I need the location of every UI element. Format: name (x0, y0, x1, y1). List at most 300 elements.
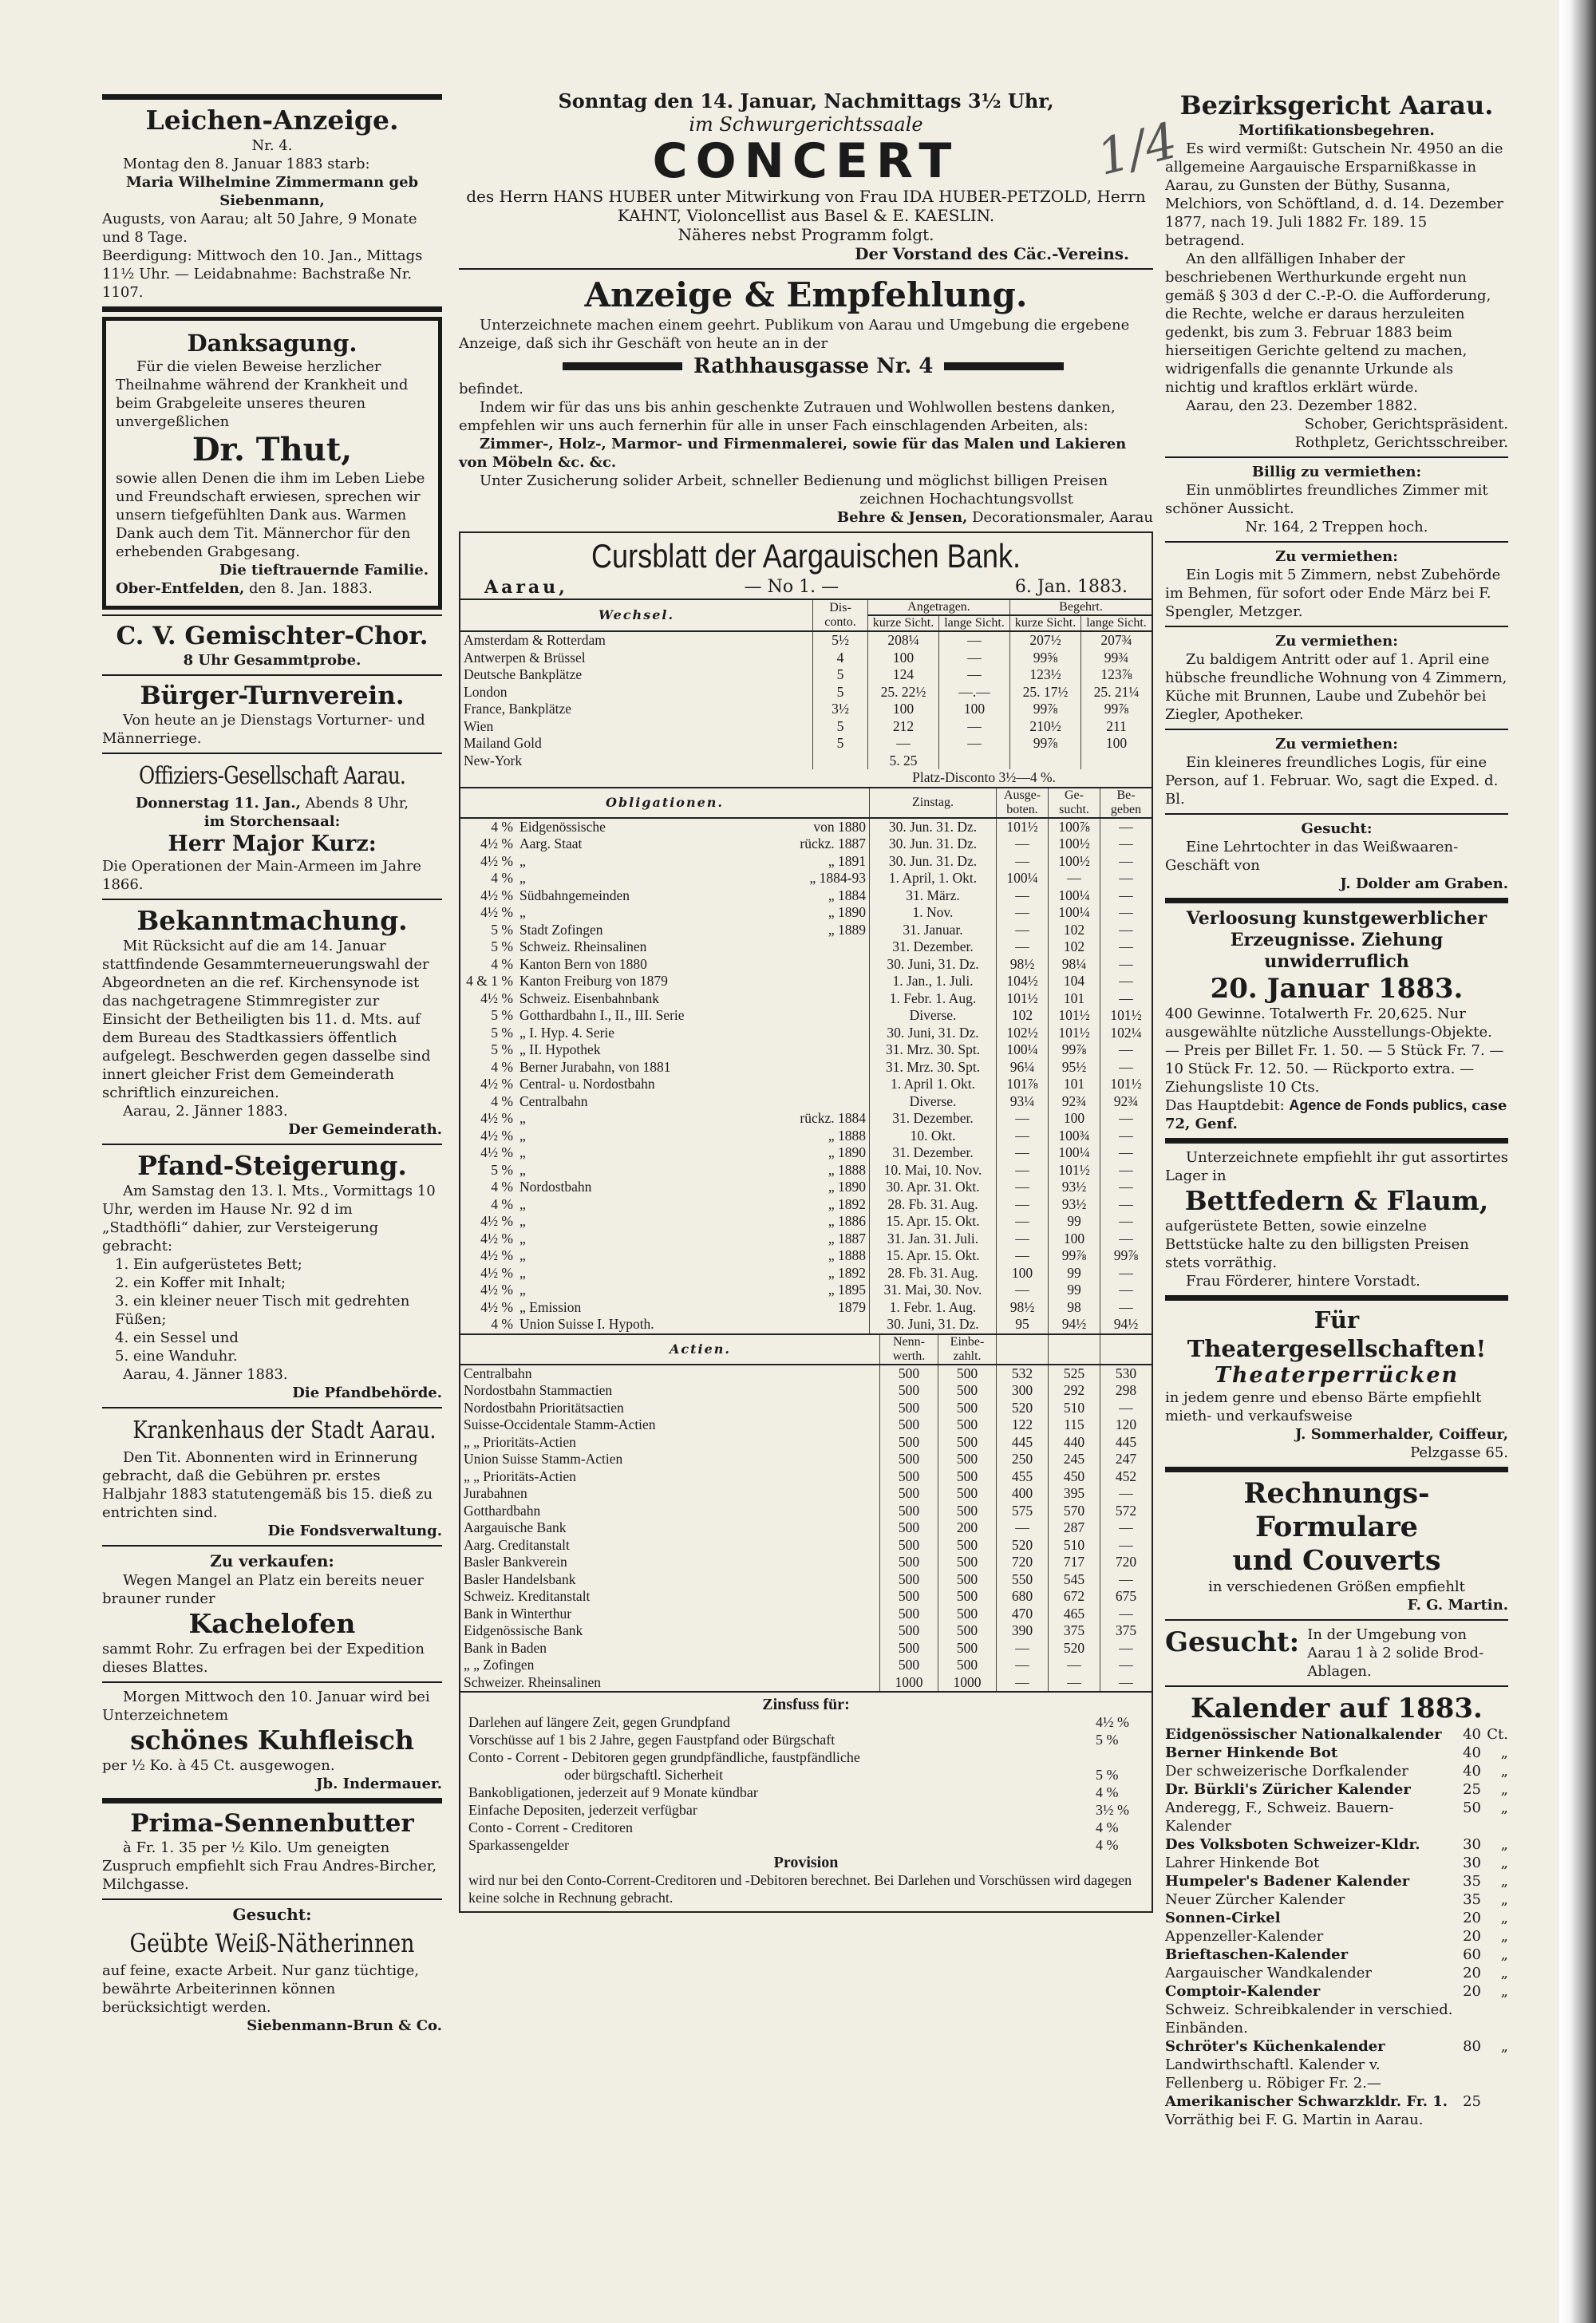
wechsel-cell: 4 (813, 650, 868, 667)
oblig-cell: 4 % (491, 870, 513, 886)
actien-cell: 500 (880, 1416, 938, 1434)
oblig-cell: — (1100, 904, 1152, 922)
oblig-cell: 104 (1049, 973, 1100, 990)
oblig-cell: — (1100, 1213, 1152, 1231)
actien-cell: 520 (1049, 1640, 1100, 1657)
actien-cell: — (997, 1640, 1049, 1657)
actien-cell: — (1100, 1537, 1152, 1555)
oblig-cell: Südbahngemeinden (519, 887, 630, 903)
oblig-cell: „ (519, 852, 526, 869)
ges2-text: In der Umgebung von Aarau 1 à 2 solide Brod-Ablagen. (1307, 1626, 1484, 1680)
kuhfleisch (102, 1688, 442, 1793)
kal-price: 80 (1463, 2038, 1481, 2055)
actien-cell: 445 (997, 1434, 1049, 1452)
oblig-row (460, 836, 1152, 853)
kalender-row (1165, 1872, 1508, 1890)
oblig-cell: 5 % (491, 938, 513, 954)
oblig-cell: 4 % (491, 1092, 513, 1109)
bekannt-title: Bekanntmachung. (136, 905, 408, 936)
oblig-cell: 1. Febr. 1. Aug. (870, 1299, 997, 1317)
actien-row (460, 1606, 1152, 1623)
oblig-cell: „ 1888 (828, 1127, 866, 1144)
danksagung-box (102, 317, 442, 610)
oblig-cell: — (997, 853, 1049, 871)
leichen-anzeige (102, 105, 442, 302)
oblig-cell: 94½ (1049, 1316, 1100, 1333)
oblig-cell: 92¾ (1100, 1093, 1152, 1111)
right-column (1165, 89, 1508, 2134)
kal-price: 40 (1463, 1726, 1481, 1743)
zins-row (468, 1766, 1144, 1784)
verloos-agence2: case 72, Genf. (1165, 1097, 1507, 1132)
oblig-row (460, 853, 1152, 871)
oblig-cell (759, 1316, 870, 1333)
actien-row (460, 1588, 1152, 1606)
kal-price: 40 (1463, 1744, 1481, 1761)
kal-price: 25 (1463, 1781, 1481, 1798)
actien-cell: 525 (1049, 1365, 1100, 1383)
oblig-cell: 4½ % (480, 1213, 513, 1229)
zins-rate: 5 % (1096, 1732, 1119, 1748)
oblig-cell: „ Emission (519, 1298, 582, 1315)
wechsel-row (460, 753, 1152, 770)
oblig-cell: 101½ (1049, 1007, 1100, 1025)
oblig-cell: Schweiz. Rheinsalinen (519, 938, 647, 954)
curs-place: Aarau, (484, 577, 568, 598)
wechsel-place: France, Bankplätze (464, 701, 572, 717)
actien-cell: 375 (1100, 1622, 1152, 1640)
anzeige-sig2: Decorationsmaler, Aarau (972, 509, 1153, 526)
divider (1165, 898, 1508, 903)
actien-cell: 500 (938, 1571, 997, 1589)
actien-cell: 1000 (880, 1674, 938, 1692)
kalender-row (1165, 1909, 1508, 1927)
kal-unit: „ (1500, 1873, 1508, 1890)
kal-price: 50 (1463, 1800, 1481, 1816)
kal-unit: „ (1500, 1983, 1508, 2000)
zins-rate: 4½ % (1096, 1714, 1129, 1730)
butter-title: Prima-Sennenbutter (130, 1809, 414, 1838)
oblig-cell: 101 (1049, 1076, 1100, 1093)
oblig-cell: „ 1888 (828, 1161, 866, 1178)
divider (1165, 1138, 1508, 1144)
actien-name: Basler Bankverein (464, 1554, 567, 1570)
kal-unit (1481, 2056, 1508, 2092)
oblig-cell: 93½ (1049, 1196, 1100, 1214)
oblig-row (460, 1231, 1152, 1248)
dank-sig: Die tieftrauernde Familie. (219, 562, 429, 579)
actien-name: Suisse-Occidentale Stamm-Actien (464, 1416, 656, 1432)
concert-text: des Herrn HANS HUBER unter Mitwirkung von Frau IDA HUBER-PETZOLD, Herrn KAHNT, Violoncellist aus Basel & E. KAESLIN. (466, 187, 1146, 225)
oblig-cell (759, 1076, 870, 1093)
wechsel-cell: 5½ (813, 631, 868, 650)
dank-text1: Für die vielen Beweise herzlicher Theilnahme während der Krankheit und beim Grabgeleite unseres theuren unvergeßlichen (116, 358, 409, 430)
actien-cell: 500 (938, 1400, 997, 1417)
leichen-nr: Nr. 4. (251, 137, 293, 154)
leichen-text2: Augusts, von Aarau; alt 50 Jahre, 9 Monate und 8 Tage. (102, 211, 417, 246)
actien-cell: — (1100, 1485, 1152, 1503)
pfand-date: Aarau, 4. Jänner 1883. (123, 1366, 288, 1383)
bezirk-sig1: Schober, Gerichtspräsident. (1304, 416, 1508, 433)
actien-cell: 500 (938, 1485, 997, 1503)
oblig-row (460, 1093, 1152, 1111)
oblig-cell: „ 1888 (828, 1247, 866, 1263)
wechsel-row (460, 650, 1152, 667)
actien-cell: — (1100, 1657, 1152, 1674)
rechn-title2: und Couverts (1232, 1544, 1441, 1577)
zinsfuss-block (460, 1691, 1152, 1910)
rechn-sig: F. G. Martin. (1407, 1597, 1508, 1614)
oblig-cell: — (997, 1162, 1049, 1179)
oblig-cell: — (997, 836, 1049, 853)
kal-unit: „ (1500, 1946, 1508, 1963)
actien-cell: 510 (1049, 1537, 1100, 1555)
oblig-cell: 101½ (997, 990, 1049, 1008)
gesucht-title: Gesucht: (232, 1905, 312, 1924)
zins-rate: 4 % (1096, 1837, 1119, 1853)
actien-name: Nordostbahn Prioritätsactien (464, 1399, 624, 1416)
actien-cell: 575 (997, 1503, 1049, 1520)
actien-row (460, 1571, 1152, 1589)
oblig-row (460, 818, 1152, 836)
wechsel-place: Deutsche Bankplätze (464, 666, 583, 682)
kal-unit: „ (1500, 1763, 1508, 1780)
concert-sig: Der Vorstand des Cäc.-Vereins. (855, 244, 1129, 263)
actien-cell: 570 (1049, 1503, 1100, 1520)
zins-row (468, 1836, 1144, 1854)
page-spine-edge (1559, 0, 1596, 2323)
gesucht-item: Geübte Weiß-Nätherinnen (129, 1928, 415, 1958)
actien-row (460, 1382, 1152, 1400)
bett-text2: aufgerüstete Betten, sowie einzelne Bettstücke halte zu den billigsten Preisen stets vorräthig. (1165, 1218, 1469, 1271)
oblig-cell: „ (519, 1213, 526, 1229)
oblig-row (460, 887, 1152, 905)
oblig-cell: Aarg. Staat (519, 836, 583, 851)
kalender-row (1165, 1744, 1508, 1762)
oblig-row (460, 1196, 1152, 1214)
oblig-cell: „ 1892 (828, 1195, 866, 1212)
h-ausgeboten: Ausge-boten. (997, 788, 1049, 818)
wechsel-cell: 99⅞ (1081, 701, 1152, 718)
billig-text: Ein unmöblirtes freundliches Zimmer mit schöner Aussicht. (1165, 482, 1488, 517)
oblig-cell: 31. März. (870, 887, 997, 905)
actien-cell: — (1100, 1571, 1152, 1589)
h-angetragen: Angetragen. (868, 600, 1010, 615)
wechsel-cell: 210½ (1010, 718, 1081, 736)
vermiethen-2 (1165, 632, 1508, 724)
actien-name: „ „ Prioritäts-Actien (464, 1433, 576, 1450)
butter-text: à Fr. 1. 35 per ½ Kilo. Um geneigten Zuspruch empfiehlt sich Frau Andres-Bircher, Milchgasse. (102, 1839, 437, 1893)
wechsel-row (460, 684, 1152, 701)
verk-text2: sammt Rohr. Zu erfragen bei der Expedition dieses Blattes. (102, 1641, 425, 1676)
oblig-cell: — (997, 904, 1049, 922)
kal-unit: „ (1500, 1800, 1508, 1816)
zins-row (468, 1819, 1144, 1836)
oblig-cell: — (1049, 870, 1100, 887)
bekannt-date: Aarau, 2. Jänner 1883. (123, 1103, 288, 1120)
oblig-cell: — (997, 1213, 1049, 1231)
oblig-cell: 5 % (491, 1041, 513, 1057)
pfand-sig: Die Pfandbehörde. (292, 1385, 442, 1401)
oblig-cell: Kanton Bern von 1880 (519, 955, 647, 972)
divider (102, 899, 442, 900)
wechsel-cell: 100 (1081, 735, 1152, 753)
oblig-cell (759, 938, 870, 956)
theater-text: in jedem genre und ebenso Bärte empfiehlt mieth- und verkaufsweise (1165, 1389, 1482, 1424)
leichen-text3: Beerdigung: Mittwoch den 10. Jan., Mittags 11½ Uhr. — Leidabnahme: Bachstraße Nr. 1107. (102, 247, 423, 301)
oblig-cell: — (1100, 853, 1152, 871)
divider (102, 1681, 442, 1683)
actien-cell: 532 (997, 1365, 1049, 1383)
wechsel-cell (1010, 753, 1081, 770)
actien-name: Aargauische Bank (464, 1519, 567, 1535)
actien-cell: 500 (938, 1537, 997, 1555)
oblig-cell (759, 990, 870, 1008)
theater (1165, 1306, 1508, 1462)
divider (102, 1898, 442, 1900)
actien-cell: 717 (1049, 1554, 1100, 1571)
kal-price (1454, 2056, 1481, 2092)
verloos-date: 20. Januar 1883. (1210, 973, 1464, 1005)
oblig-header (460, 788, 1152, 818)
wechsel-cell: 5. 25 (868, 753, 939, 770)
divider (459, 268, 1153, 270)
actien-cell: 672 (1049, 1588, 1100, 1606)
oblig-cell: 1879 (838, 1298, 866, 1315)
divider (102, 674, 442, 676)
actien-cell: 250 (997, 1451, 1049, 1468)
oblig-cell: 4 % (491, 1179, 513, 1195)
oblig-cell: 31. Dezember. (870, 1144, 997, 1162)
oblig-row (460, 922, 1152, 939)
cv-title: C. V. Gemischter-Chor. (116, 622, 429, 650)
actien-cell: 500 (938, 1640, 997, 1657)
oblig-row (460, 1247, 1152, 1265)
actien-label: Actien. (460, 1334, 880, 1365)
anzeige-title: Anzeige & Empfehlung. (584, 275, 1028, 314)
divider (102, 1407, 442, 1408)
dank-name: Dr. Thut, (192, 431, 353, 468)
sennenbutter (102, 1808, 442, 1894)
verk-title: Zu verkaufen: (210, 1551, 334, 1570)
gesucht-lehrtochter (1165, 820, 1508, 893)
kal-name: Aargauischer Wandkalender (1165, 1965, 1373, 1981)
anzeige-text2: befindet. (459, 381, 523, 397)
actien-cell: — (1049, 1657, 1100, 1674)
oblig-cell: „ II. Hypothek (519, 1041, 601, 1057)
platz-disconto-row (460, 769, 1152, 788)
oblig-cell: — (1100, 1282, 1152, 1299)
wechsel-cell (939, 753, 1010, 770)
actien-cell: 450 (1049, 1468, 1100, 1486)
actien-cell: 545 (1049, 1571, 1100, 1589)
actien-cell: 520 (997, 1537, 1049, 1555)
offiz-date: Donnerstag 11. Jan., (135, 795, 301, 812)
wechsel-cell: 124 (868, 666, 939, 684)
wechsel-row (460, 666, 1152, 684)
curs-nr: — No 1. — (744, 577, 839, 597)
bezirk-date: Aarau, den 23. Dezember 1882. (1186, 397, 1418, 414)
wechsel-cell: 99¾ (1081, 650, 1152, 667)
cv-chor (102, 621, 442, 670)
oblig-cell: 5 % (491, 1024, 513, 1041)
oblig-cell: 100¾ (1049, 1128, 1100, 1145)
kal-unit (1481, 2001, 1508, 2037)
kal-unit: „ (1500, 1781, 1508, 1798)
oblig-cell: „ (519, 1247, 526, 1263)
zins-rate: 5 % (1096, 1767, 1119, 1783)
vermiethen-3 (1165, 735, 1508, 808)
actien-cell: 1000 (938, 1674, 997, 1692)
oblig-cell: „ 1889 (828, 921, 866, 938)
actien-cell: 500 (880, 1468, 938, 1486)
kal-unit: Ct. (1487, 1726, 1508, 1743)
actien-name: Union Suisse Stamm-Actien (464, 1451, 623, 1467)
kal-name: Lahrer Hinkende Bot (1165, 1855, 1320, 1871)
divider (1165, 1467, 1508, 1472)
curs-title: Cursblatt der Aargauischen Bank. (591, 537, 1021, 575)
actien-name: Bank in Winterthur (464, 1605, 572, 1622)
oblig-cell: Diverse. (870, 1093, 997, 1111)
oblig-cell: 31. Dezember. (870, 938, 997, 956)
divider (102, 1144, 442, 1145)
kal-price: 30 (1463, 1836, 1481, 1853)
oblig-cell: — (997, 922, 1049, 939)
oblig-cell: Gotthardbahn I., II., III. Serie (519, 1007, 685, 1023)
oblig-cell: 99⅞ (1049, 1247, 1100, 1265)
oblig-cell: — (997, 1282, 1049, 1299)
kalender-row (1165, 1762, 1508, 1780)
kal-price: 30 (1463, 1855, 1481, 1871)
oblig-cell: Nordostbahn (519, 1179, 592, 1195)
wechsel-cell: 5 (813, 718, 868, 736)
actien-cell: 500 (880, 1519, 938, 1537)
oblig-cell: Union Suisse I. Hypoth. (519, 1316, 654, 1332)
oblig-cell: 1. April, 1. Okt. (870, 870, 997, 887)
kal-name: Humpeler's Badener Kalender (1165, 1873, 1410, 1890)
actien-name: Schweizer. Rheinsalinen (464, 1673, 602, 1690)
kuh-sig: Jb. Indermauer. (315, 1776, 442, 1792)
kal-price: 20 (1463, 1928, 1481, 1945)
actien-name: Aarg. Creditanstalt (464, 1536, 570, 1553)
oblig-cell: — (997, 1247, 1049, 1265)
verm2-text: Zu baldigem Antritt oder auf 1. April eine hübsche freundliche Wohnung von 4 Zimmern, Küche mit Brunnen, Laube und Zubehör bei Ziegler, Apotheker. (1165, 651, 1507, 723)
actien-name: Eidgenössische Bank (464, 1622, 583, 1638)
pfand-steigerung (102, 1150, 442, 1402)
oblig-cell: Central- u. Nordostbahn (519, 1076, 655, 1092)
wechsel-cell: 99⅝ (1010, 650, 1081, 667)
pfand-item: 4. ein Sessel und (115, 1329, 239, 1346)
turn-text: Von heute an je Dienstags Vorturner- und Männerriege. (102, 712, 425, 747)
wechsel-cell: 100 (868, 650, 939, 667)
dank-place: Ober-Entfelden, (116, 580, 245, 597)
actien-row (460, 1674, 1152, 1692)
verm2-title: Zu vermiethen: (1275, 633, 1398, 650)
pfand-item: 1. Ein aufgerüstetes Bett; (115, 1256, 302, 1273)
kal-name: Schröter's Küchenkalender (1165, 2038, 1385, 2055)
oblig-cell: „ 1884 (828, 887, 866, 903)
pfand-item: 2. ein Koffer mit Inhalt; (115, 1274, 286, 1291)
bett-text: Unterzeichnete empfiehlt ihr gut assortirtes Lager in (1165, 1149, 1508, 1184)
wechsel-cell: 25. 21¼ (1081, 684, 1152, 701)
oblig-cell (759, 1093, 870, 1111)
oblig-cell: 10. Okt. (870, 1128, 997, 1145)
divider (1165, 456, 1508, 458)
actien-cell: 500 (938, 1451, 997, 1468)
kalender-row (1165, 2056, 1508, 2092)
theater-sig: J. Sommerhalder, Coiffeur, (1295, 1426, 1508, 1443)
kal-name: Comptoir-Kalender (1165, 1983, 1321, 2000)
h-kurz-2: kurze Sicht. (1010, 615, 1081, 631)
actien-cell: 287 (1049, 1519, 1100, 1537)
actien-row (460, 1503, 1152, 1520)
oblig-cell: Diverse. (870, 1007, 997, 1025)
oblig-cell: 1. Febr. 1. Aug. (870, 990, 997, 1008)
wechsel-row (460, 701, 1152, 718)
oblig-cell: 98½ (997, 956, 1049, 974)
kal-foot: Vorräthig bei F. G. Martin in Aarau. (1165, 2112, 1424, 2128)
billig-addr: Nr. 164, 2 Treppen hoch. (1245, 519, 1428, 535)
actien-cell: — (997, 1519, 1049, 1537)
kal-name: Anderegg, F., Schweiz. Bauern-Kalender (1165, 1800, 1394, 1835)
actien-header (460, 1334, 1152, 1365)
actien-cell: 500 (880, 1382, 938, 1400)
middle-column (459, 89, 1153, 1913)
oblig-cell: 15. Apr. 15. Okt. (870, 1213, 997, 1231)
wechsel-cell (1081, 753, 1152, 770)
obligationen-table (460, 788, 1152, 1333)
actien-cell: 500 (880, 1640, 938, 1657)
oblig-cell: — (1100, 887, 1152, 905)
wechsel-cell: — (939, 718, 1010, 736)
oblig-cell: 4½ % (480, 1264, 513, 1281)
zins-rate (1096, 1748, 1144, 1766)
actien-name: „ „ Prioritäts-Actien (464, 1468, 576, 1484)
actien-row (460, 1365, 1152, 1383)
oblig-cell: — (997, 1128, 1049, 1145)
oblig-cell: 1. Jan., 1. Juli. (870, 973, 997, 990)
zins-label: Bankobligationen, jederzeit auf 9 Monate kündbar (468, 1784, 758, 1800)
h-kurz-1: kurze Sicht. (868, 615, 939, 631)
wechsel-cell: — (939, 631, 1010, 650)
bar-ornament (944, 362, 1064, 370)
bar-ornament (563, 362, 682, 370)
oblig-cell (759, 1059, 870, 1077)
actien-cell: 720 (1100, 1554, 1152, 1571)
actien-cell: 500 (938, 1365, 997, 1383)
bezirk-text2: An den allfälligen Inhaber der beschriebenen Werthurkunde ergeht nun gemäß § 303 d der C.-P.-O. die Aufforderung, die Rechte, welche er daraus herzuleiten gedenkt, bis zum 3. Februar 1883 beim hierseitigen Gerichte geltend zu machen, widrigenfalls die genannte Urkunde als nichtig und kraftlos erklärt würde. (1165, 251, 1491, 396)
verm1-title: Zu vermiethen: (1275, 548, 1398, 565)
oblig-row (460, 1059, 1152, 1077)
oblig-cell: „ (519, 1230, 526, 1246)
wechsel-place: London (464, 683, 508, 700)
oblig-cell: 102 (1049, 922, 1100, 939)
oblig-cell: 101½ (997, 818, 1049, 836)
actien-name: Jurabahnen (464, 1485, 527, 1501)
ges1-text: Eine Lehrtochter in das Weißwaaren-Geschäft von (1165, 839, 1459, 874)
kalender-row (1165, 2037, 1508, 2056)
wechsel-cell (813, 753, 868, 770)
wechsel-cell: 99⅞ (1010, 735, 1081, 753)
kalender-row (1165, 1927, 1508, 1946)
oblig-cell: 30. Jun. 31. Dz. (870, 836, 997, 853)
oblig-cell: 100½ (1049, 836, 1100, 853)
oblig-cell: 100 (997, 1265, 1049, 1282)
actien-row (460, 1468, 1152, 1486)
oblig-cell: „ 1891 (828, 852, 866, 869)
oblig-cell: — (1100, 1110, 1152, 1128)
actien-cell: 500 (880, 1537, 938, 1555)
